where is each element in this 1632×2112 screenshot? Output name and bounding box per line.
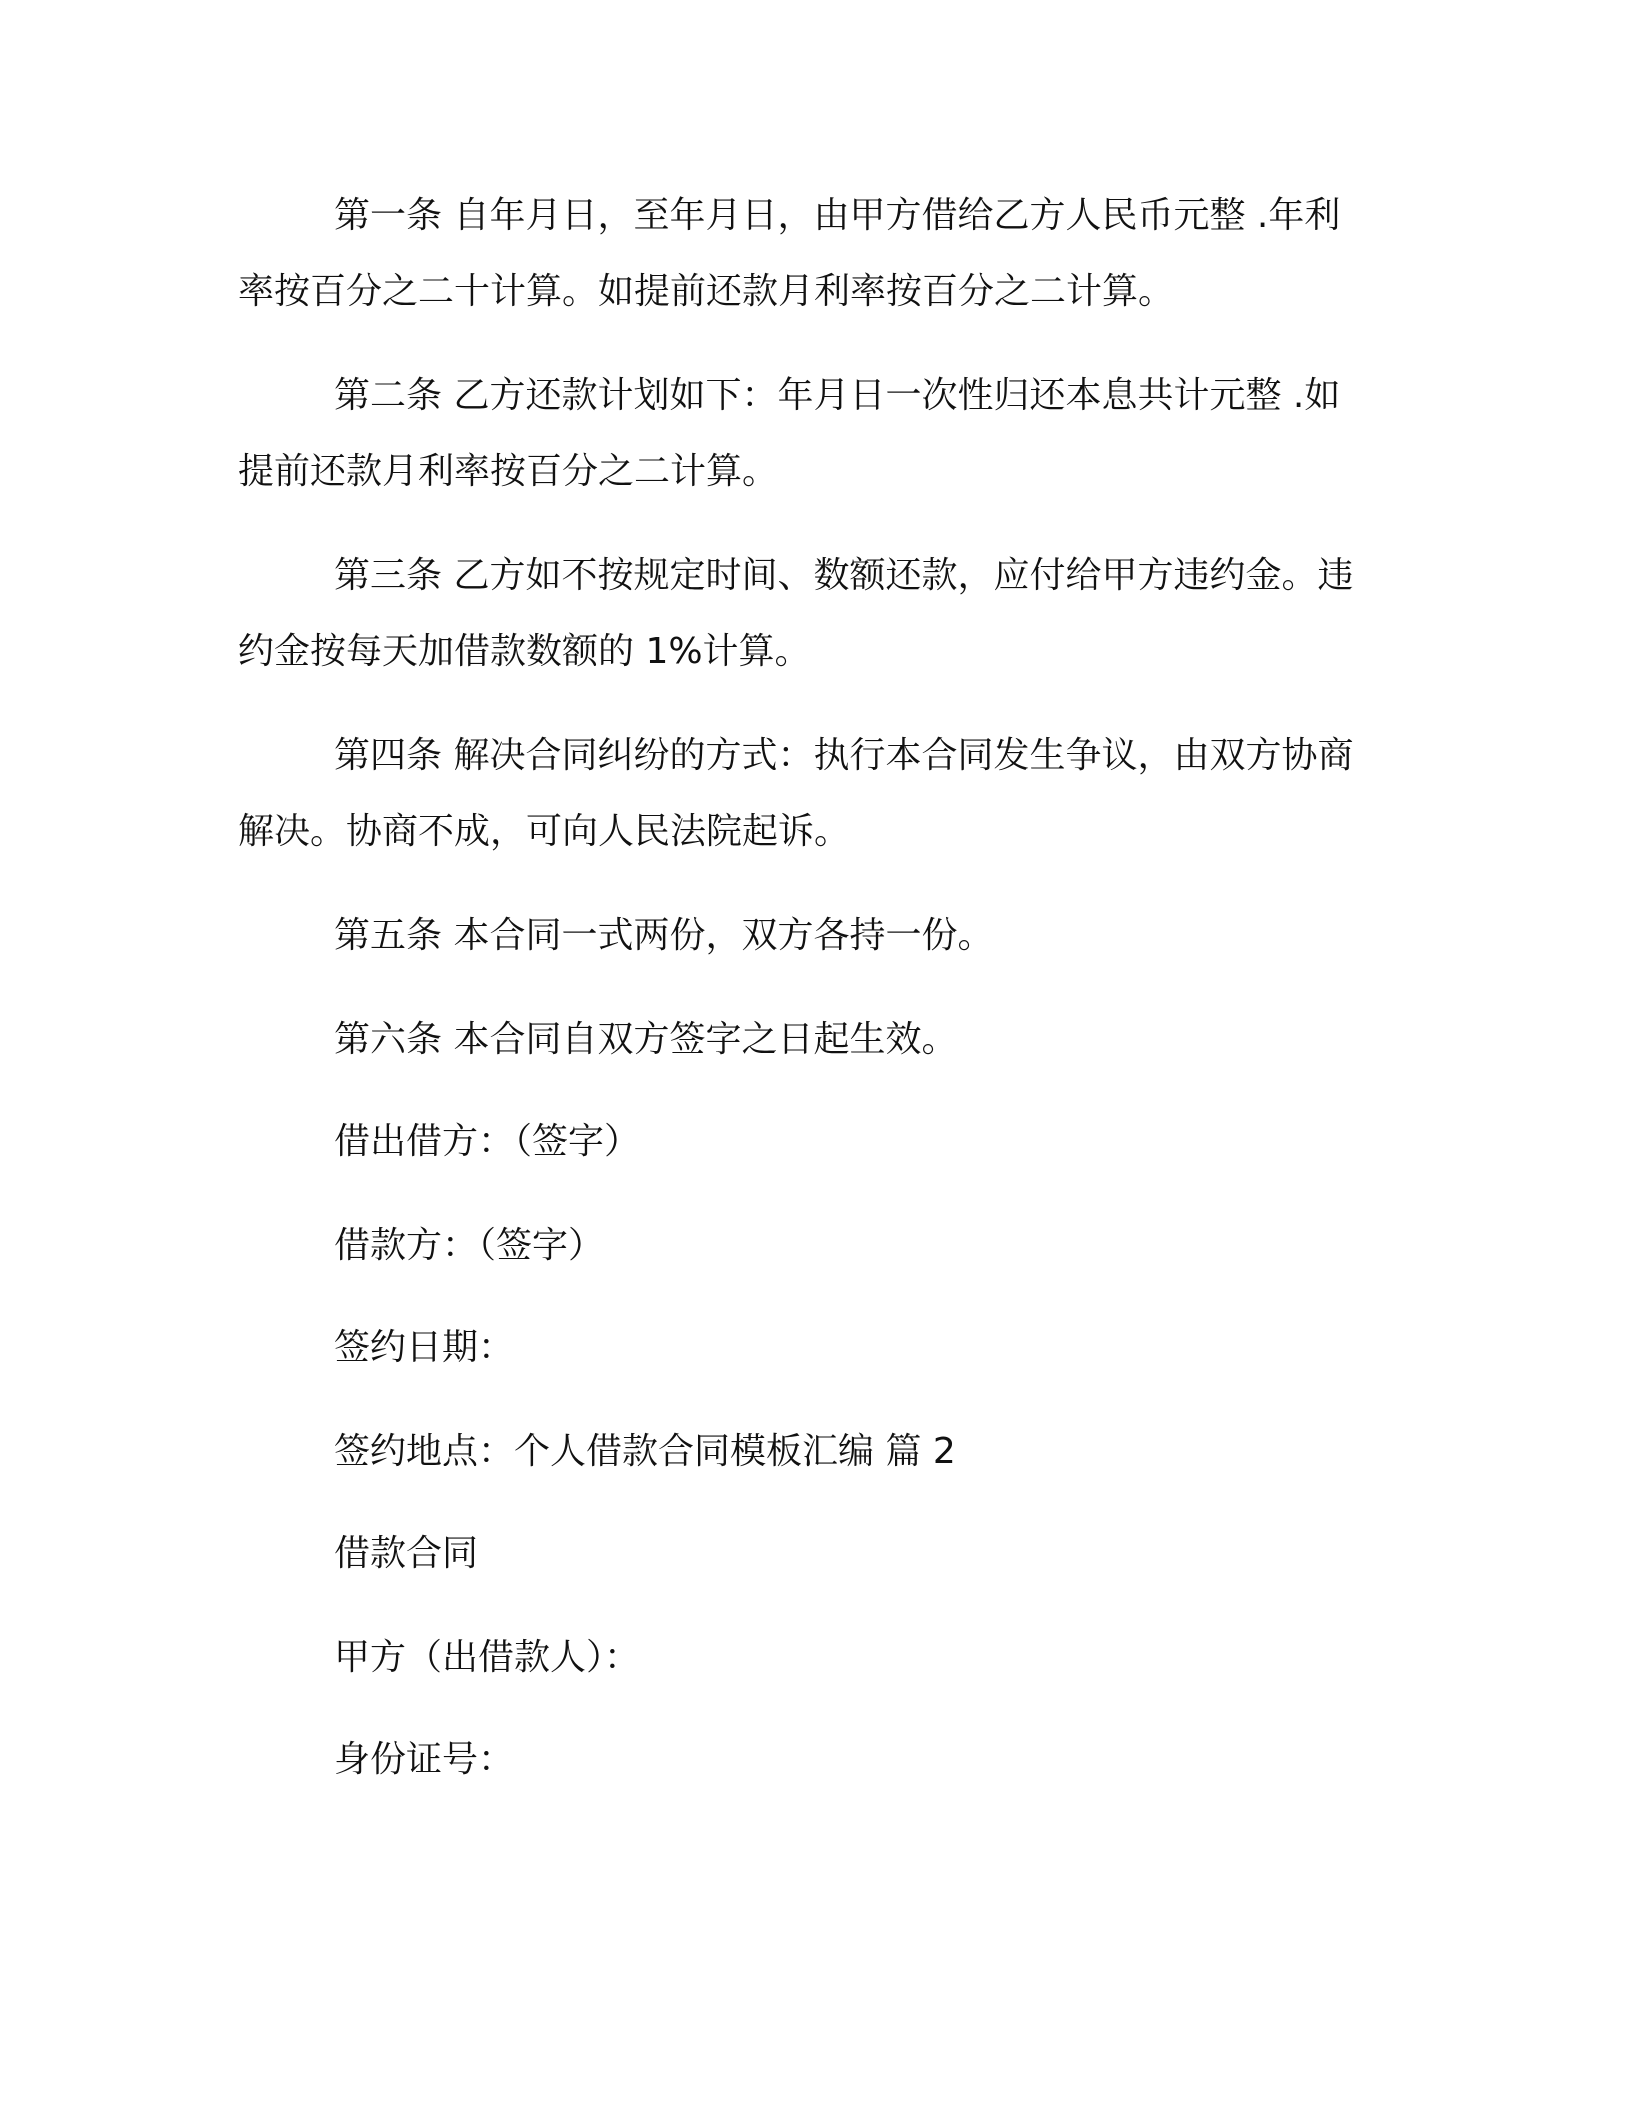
article-1-line-1: 第一条 自年月日，至年月日，由甲方借给乙方人民币元整 .年利 bbox=[334, 195, 1341, 236]
article-4-line-1: 第四条 解决合同纠纷的方式：执行本合同发生争议，由双方协商 bbox=[334, 735, 1354, 776]
lender-signature-line: 借出借方：（签字） bbox=[334, 1121, 641, 1162]
party-a-line: 甲方（出借款人）： bbox=[334, 1637, 641, 1678]
article-4-line-2: 解决。协商不成，可向人民法院起诉。 bbox=[238, 811, 851, 852]
article-1-line-2: 率按百分之二十计算。如提前还款月利率按百分之二计算。 bbox=[238, 271, 1175, 312]
article-5: 第五条 本合同一式两份，双方各持一份。 bbox=[334, 915, 994, 956]
signing-date-line: 签约日期： bbox=[334, 1327, 515, 1368]
article-2-line-2: 提前还款月利率按百分之二计算。 bbox=[238, 451, 779, 492]
article-6: 第六条 本合同自双方签字之日起生效。 bbox=[334, 1019, 958, 1060]
article-2-line-1: 第二条 乙方还款计划如下：年月日一次性归还本息共计元整 .如 bbox=[334, 375, 1341, 416]
id-number-line: 身份证号： bbox=[334, 1739, 515, 1780]
article-3-line-1: 第三条 乙方如不按规定时间、数额还款，应付给甲方违约金。违 bbox=[334, 555, 1354, 596]
article-3-line-2: 约金按每天加借款数额的 1%计算。 bbox=[238, 631, 811, 672]
contract-title: 借款合同 bbox=[334, 1533, 479, 1574]
signing-place-line: 签约地点：个人借款合同模板汇编 篇 2 bbox=[334, 1431, 956, 1472]
borrower-signature-line: 借款方：（签字） bbox=[334, 1225, 605, 1266]
